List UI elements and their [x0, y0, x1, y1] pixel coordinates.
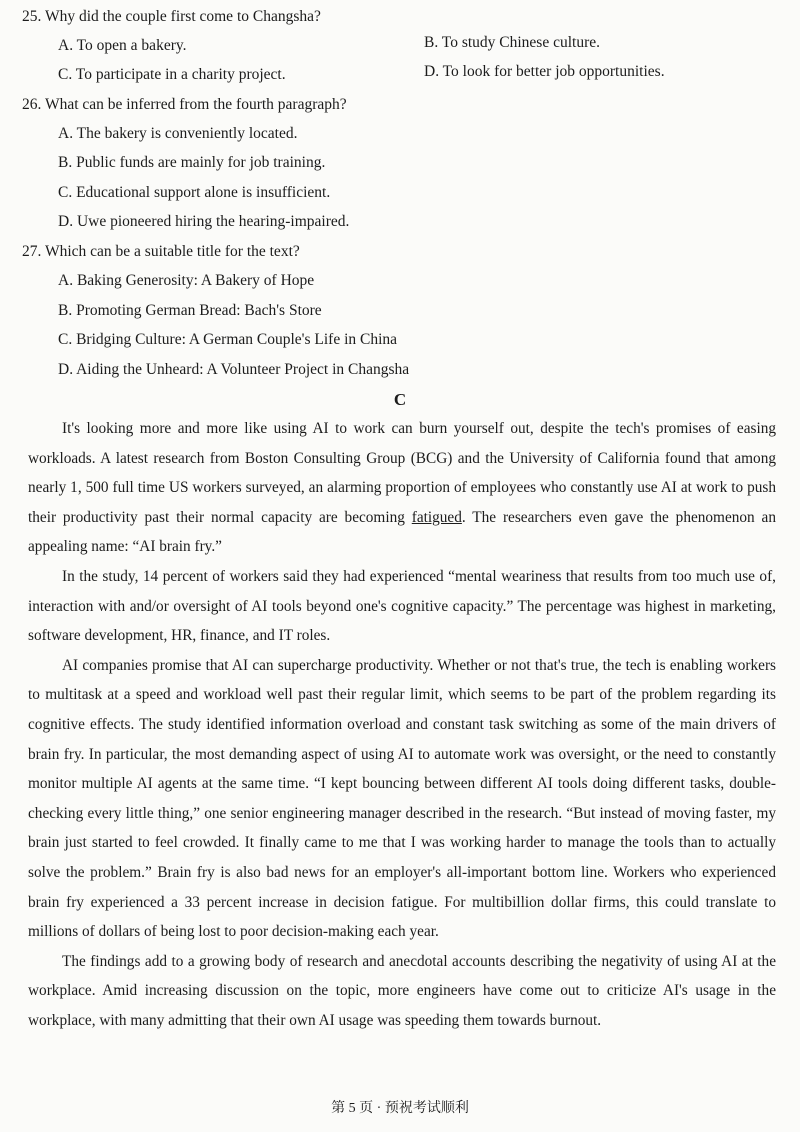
paragraph-1-text-start: It's looking more and more like using AI to work can burn yourself out, despite the tech's promises of easing workloads. A latest research from Boston Consulting Group (BCG) and the University of California found that among nearly 1, 500 full time US workers surveyed, an alarming proportion of employees who constantly use AI at work to push their productivity past their normal capacity are becoming	[28, 420, 776, 526]
question-25-option-c: C. To participate in a charity project.	[58, 66, 286, 83]
question-26-stem: 26. What can be inferred from the fourth paragraph?	[22, 96, 347, 113]
paragraph-1-text-end: . The researchers even gave the phenomenon an appealing name: “AI brain fry.”	[28, 508, 776, 556]
paragraph-1	[28, 414, 776, 562]
page-footer: 第 5 页 · 预祝考试顺利	[331, 1101, 469, 1116]
question-25-option-d: D. To look for better job opportunities.	[424, 63, 665, 80]
question-26-option-d: D. Uwe pioneered hiring the hearing-impaired.	[58, 213, 350, 230]
reading-passage-c	[28, 414, 776, 1035]
question-25-option-b: B. To study Chinese culture.	[424, 34, 601, 51]
question-27-stem: 27. Which can be a suitable title for the text?	[22, 243, 300, 260]
question-26-option-b: B. Public funds are mainly for job training.	[58, 154, 326, 171]
paragraph-3: AI companies promise that AI can supercharge productivity. Whether or not that's true, the tech is enabling workers to multitask at a speed and workload well past their regular limit, which seems to be part of the problem regarding its cognitive effects. The study identified information overload and constant task switching as some of the main drivers of brain fry. In particular, the most demanding aspect of using AI to automate work was oversight, or the need to constantly monitor multiple AI agents at the same time. “I kept bouncing between different AI tools doing different tasks, double-checking every little thing,” one senior engineering manager described in the research. “But instead of moving faster, my brain just started to feel crowded. It finally came to me that I was working harder to manage the tools than to actually solve the problem.” Brain fry is also bad news for an employer's all-important bottom line. Workers who experienced brain fry experienced a 33 percent increase in decision fatigue. For multibillion dollar firms, this could translate to millions of dollars of being lost to poor decision-making each year.	[28, 656, 776, 941]
paragraph-2: In the study, 14 percent of workers said they had experienced “mental weariness that results from too much use of, interaction with and/or oversight of AI tools beyond one's cognitive capacity.” The percentage was highest in marketing, software development, HR, finance, and IT roles.	[28, 567, 776, 645]
paragraph-4: The findings add to a growing body of research and anecdotal accounts describing the negativity of using AI at the workplace. Amid increasing discussion on the topic, more engineers have come out to criticize AI's usage in the workplace, with many admitting that their own AI usage was speeding them towards burnout.	[28, 952, 776, 1029]
underlined-word: fatigued	[411, 508, 462, 526]
question-27-option-c: C. Bridging Culture: A German Couple's Life in China	[58, 331, 398, 348]
question-27-option-b: B. Promoting German Bread: Bach's Store	[58, 302, 322, 319]
question-26-option-a: A. The bakery is conveniently located.	[58, 125, 298, 142]
question-27-option-d: D. Aiding the Unheard: A Volunteer Project in Changsha	[58, 361, 410, 378]
question-27-option-a: A. Baking Generosity: A Bakery of Hope	[58, 272, 315, 289]
section-c-heading: C	[393, 390, 407, 409]
question-25-option-a: A. To open a bakery.	[58, 37, 187, 54]
question-26-option-c: C. Educational support alone is insufficient.	[58, 184, 331, 201]
question-25-stem: 25. Why did the couple first come to Changsha?	[22, 8, 321, 25]
